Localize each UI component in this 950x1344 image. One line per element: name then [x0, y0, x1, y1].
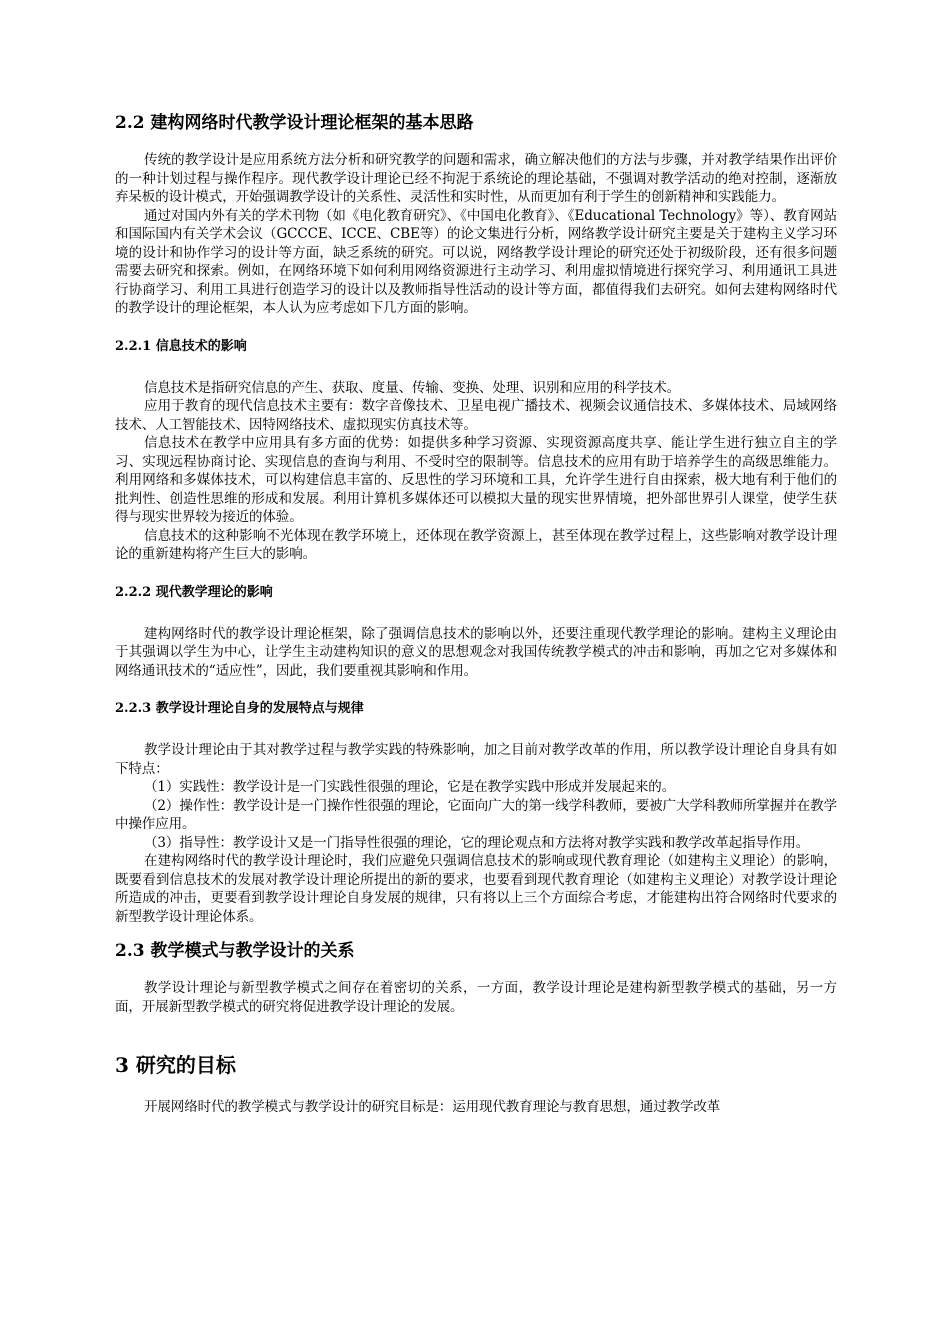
paragraph: 通过对国内外有关的学术刊物（如《电化教育研究》、《中国电化教育》、《Educational Technology》等）、教育网站和国际国内有关学术会议（GCCCE、ICCE、CBE等）的论文集进行分析，网络教学设计研究主要是关于建构主义学习环境的设计和协作学习的设计等方面，缺乏系统的研究。可以说，网络教学设计理论的研究还处于初级阶段，还有很多问题需要去研究和探索。例如，在网络环境下如何利用网络资源进行主动学习、利用虚拟情境进行探究学习、利用通讯工具进行协商学习、利用工具进行创造学习的设计以及教师指导性活动的设计等方面，都值得我们去研究。如何去建构网络时代的教学设计的理论框架，本人认为应考虑如下几方面的影响。 [115, 207, 837, 316]
document-page [115, 112, 837, 1117]
paragraph: 建构网络时代的教学设计理论框架，除了强调信息技术的影响以外，还要注重现代教学理论的影响。建构主义理论由于其强调以学生为中心，让学生主动建构知识的意义的思想观念对我国传统教学模式的冲击和影响，再加之它对多媒体和网络通讯技术的“适应性”，因此，我们要重视其影响和作用。 [115, 625, 837, 679]
paragraph: 信息技术是指研究信息的产生、获取、度量、传输、变换、处理、识别和应用的科学技术。 [144, 379, 680, 396]
section-heading-2-2-1: 2.2.1 信息技术的影响 [115, 338, 247, 354]
paragraph: 教学设计理论与新型教学模式之间存在着密切的关系，一方面，教学设计理论是建构新型教学模式的基础，另一方面，开展新型教学模式的研究将促进教学设计理论的发展。 [115, 980, 837, 1015]
paragraph: 在建构网络时代的教学设计理论时，我们应避免只强调信息技术的影响或现代教育理论（如建构主义理论）的影响，既要看到信息技术的发展对教学设计理论所提出的新的要求，也要看到现代教育理论（如建构主义理论）对教学设计理论所造成的冲击，更要看到教学设计理论自身发展的规律，只有将以上三个方面综合考虑，才能建构出符合网络时代要求的新型教学设计理论体系。 [115, 853, 837, 925]
paragraph: 教学设计理论由于其对教学过程与教学实践的特殊影响，加之目前对教学改革的作用，所以教学设计理论自身具有如下特点： [115, 742, 837, 777]
section-heading-2-2-3: 2.2.3 教学设计理论自身的发展特点与规律 [115, 701, 364, 716]
list-item: （3）指导性：教学设计又是一门指导性很强的理论，它的理论观点和方法将对教学实践和教学改革起指导作用。 [144, 834, 810, 851]
paragraph: 传统的教学设计是应用系统方法分析和研究教学的问题和需求，确立解决他们的方法与步骤，并对教学结果作出评价的一种计划过程与操作程序。现代教学设计理论已经不拘泥于系统论的理论基础，不强调对教学活动的绝对控制，逐渐放弃呆板的设计模式，开始强调教学设计的关系性、灵活性和实时性，从而更加有利于学生的创新精神和实践能力。 [115, 152, 837, 205]
section-heading-2-3: 2.3 教学模式与教学设计的关系 [115, 941, 355, 961]
section-heading-2-2: 2.2 建构网络时代教学设计理论框架的基本思路 [115, 113, 474, 133]
paragraph: 开展网络时代的教学模式与教学设计的研究目标是：运用现代教育理论与教育思想，通过教学改革 [144, 1099, 721, 1115]
list-item: （2）操作性：教学设计是一门操作性很强的理论，它面向广大的第一线学科教师，要被广大学科教师所掌握并在教学中操作应用。 [115, 797, 837, 832]
list-item: （1）实践性：教学设计是一门实践性很强的理论，它是在教学实践中形成并发展起来的。 [144, 779, 676, 795]
section-heading-2-2-2: 2.2.2 现代教学理论的影响 [115, 584, 273, 600]
paragraph: 应用于教育的现代信息技术主要有：数字音像技术、卫星电视广播技术、视频会议通信技术、多媒体技术、局域网络技术、人工智能技术、因特网络技术、虚拟现实仿真技术等。 [115, 398, 837, 433]
section-heading-3: 3 研究的目标 [115, 1053, 236, 1077]
paragraph: 信息技术的这种影响不光体现在教学环境上，还体现在教学资源上，甚至体现在教学过程上，这些影响对教学设计理论的重新建构将产生巨大的影响。 [115, 527, 837, 562]
paragraph: 信息技术在教学中应用具有多方面的优势：如提供多种学习资源、实现资源高度共享、能让学生进行独立自主的学习、实现远程协商讨论、实现信息的查询与利用、不受时空的限制等。信息技术的应用有助于培养学生的高级思维能力。利用网络和多媒体技术，可以构建信息丰富的、反思性的学习环境和工具，允许学生进行自由探索，极大地有利于他们的批判性、创造性思维的形成和发展。利用计算机多媒体还可以模拟大量的现实世界情境，把外部世界引人课堂，使学生获得与现实世界较为接近的体验。 [115, 435, 837, 525]
